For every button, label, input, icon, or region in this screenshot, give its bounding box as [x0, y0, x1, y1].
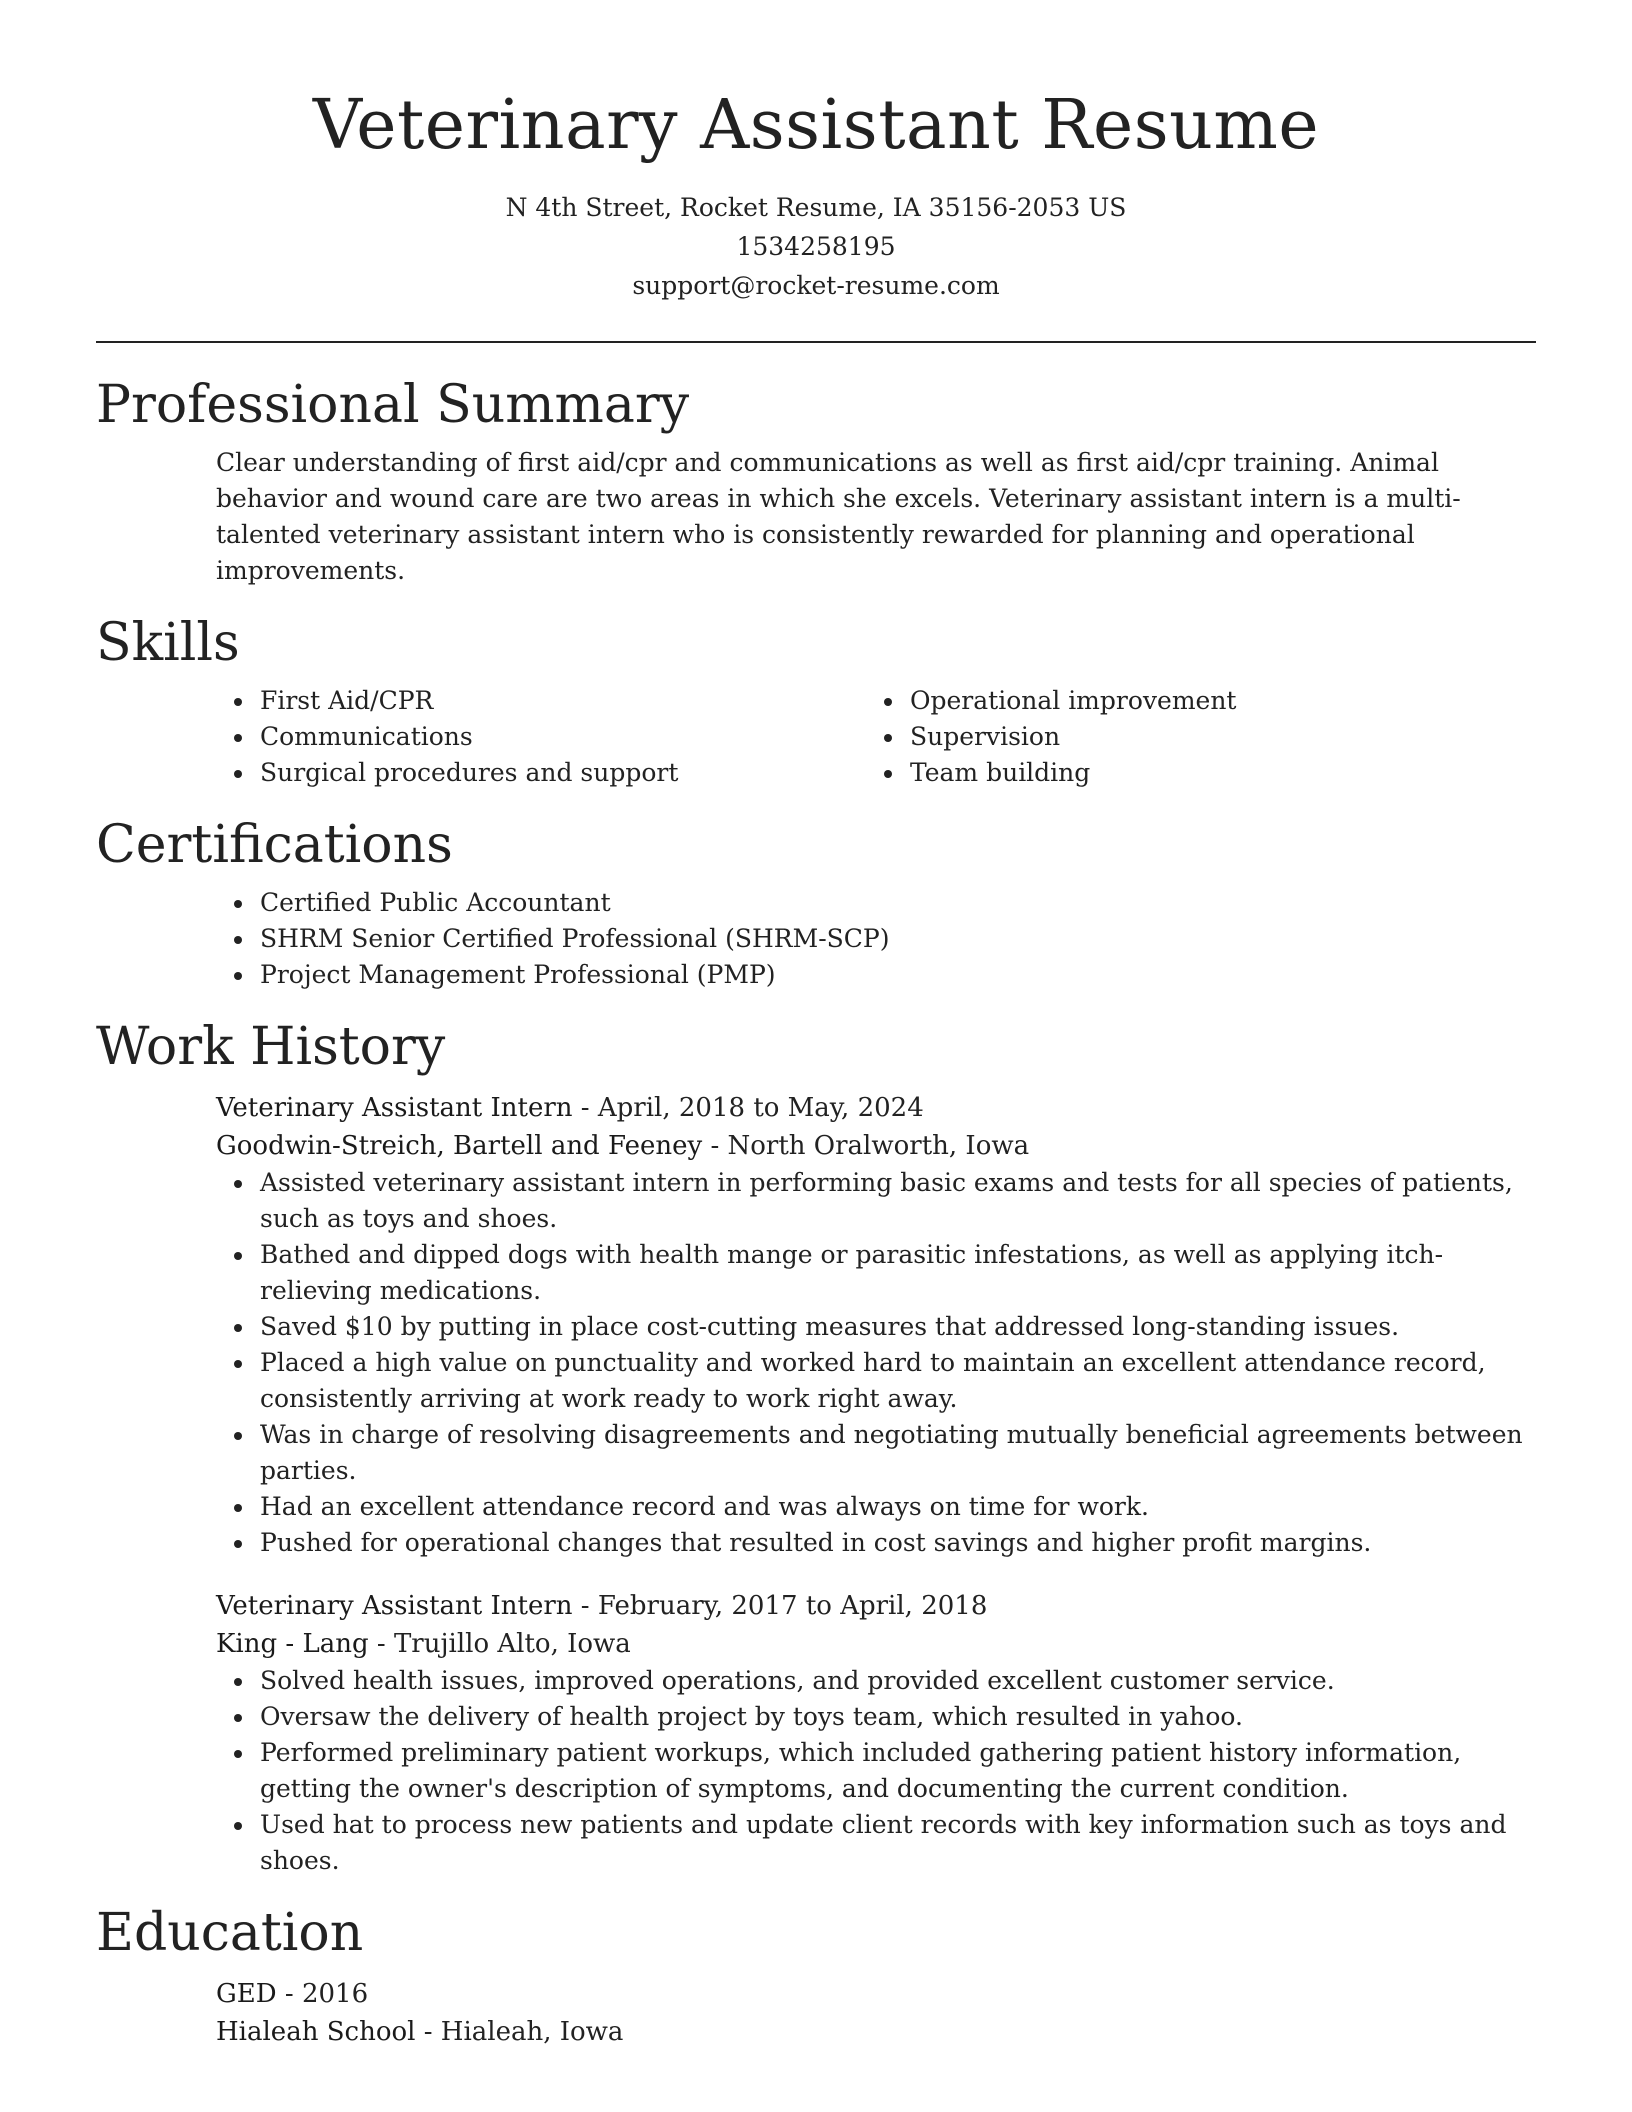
education-degree-line: [216, 1975, 1536, 2013]
skill-item: Operational improvement: [910, 683, 1516, 719]
contact-address: N 4th Street, Rocket Resume, IA 35156-2053 US: [505, 193, 1127, 222]
job-company: Goodwin-Streich, Bartell and Feeney: [216, 1131, 703, 1161]
job-bullet: Saved $10 by putting in place cost-cutting measures that addressed long-standing issues.: [260, 1309, 1536, 1345]
education-entry: [216, 1975, 1536, 2051]
education-location: Hialeah, Iowa: [440, 2017, 624, 2047]
skills-column-right: [866, 683, 1516, 791]
resume-page: [96, 0, 1536, 2051]
job-company: King - Lang: [216, 1629, 369, 1659]
job-company-line: [216, 1127, 1536, 1165]
job-title-line: [216, 1089, 1536, 1127]
header-divider: [96, 341, 1536, 343]
separator: -: [415, 2017, 441, 2047]
separator: -: [276, 1979, 302, 2009]
separator: -: [572, 1591, 598, 1621]
job-dates: April, 2018 to May, 2024: [597, 1093, 924, 1123]
summary-heading: Professional Summary: [96, 375, 690, 435]
job-bullet: Pushed for operational changes that resulted in cost savings and higher profit margins.: [260, 1525, 1536, 1561]
skills-list: [216, 683, 1536, 791]
job-bullet: Assisted veterinary assistant intern in performing basic exams and tests for all species of patients, such as toys and shoes.: [260, 1165, 1536, 1237]
skills-heading: Skills: [96, 613, 240, 673]
education-school-line: [216, 2013, 1536, 2051]
job-bullet: Used hat to process new patients and update client records with key information such as toys and shoes.: [260, 1807, 1536, 1879]
skill-item: Communications: [260, 719, 866, 755]
certification-item: Certified Public Accountant: [260, 885, 1536, 921]
contact-email: support@rocket-resume.com: [632, 271, 1000, 300]
job-title: Veterinary Assistant Intern: [216, 1591, 573, 1621]
separator: -: [368, 1629, 394, 1659]
resume-title: Veterinary Assistant Resume: [312, 86, 1320, 165]
education-degree: GED: [216, 1979, 277, 2009]
education-school: Hialeah School: [216, 2017, 416, 2047]
job-bullet: Was in charge of resolving disagreements and negotiating mutually beneficial agreements between parties.: [260, 1417, 1536, 1489]
job-bullet: Solved health issues, improved operations, and provided excellent customer service.: [260, 1663, 1536, 1699]
job-bullet: Performed preliminary patient workups, which included gathering patient history information, getting the owner's description of symptoms, and documenting the current condition.: [260, 1735, 1536, 1807]
skill-item: First Aid/CPR: [260, 683, 866, 719]
contact-phone: 1534258195: [736, 232, 896, 261]
job-title: Veterinary Assistant Intern: [216, 1093, 573, 1123]
contact-block: [96, 188, 1536, 305]
job-location: Trujillo Alto, Iowa: [393, 1629, 631, 1659]
job-bullets: [216, 1663, 1536, 1879]
certification-item: SHRM Senior Certified Professional (SHRM-SCP): [260, 921, 1536, 957]
work-history-heading: Work History: [96, 1017, 446, 1077]
job-bullets: [216, 1165, 1536, 1561]
certification-item: Project Management Professional (PMP): [260, 957, 1536, 993]
job-entry: [216, 1587, 1536, 1879]
job-bullet: Bathed and dipped dogs with health mange or parasitic infestations, as well as applying itch-relieving medications.: [260, 1237, 1536, 1309]
education-heading: Education: [96, 1903, 364, 1963]
separator: -: [572, 1093, 598, 1123]
resume-header: [96, 0, 1536, 305]
summary-text: Clear understanding of first aid/cpr and communications as well as first aid/cpr training. Animal behavior and wound care are two areas in which she excels. Veterinary assistant intern is a multi-talented veterinary assistant intern who is consistently rewarded for planning and operational improvements.: [216, 448, 1461, 585]
job-entry: [216, 1089, 1536, 1561]
certifications-list: [216, 885, 1536, 993]
job-bullet: Had an excellent attendance record and was always on time for work.: [260, 1489, 1536, 1525]
job-dates: February, 2017 to April, 2018: [597, 1591, 988, 1621]
certifications-heading: Certifications: [96, 815, 453, 875]
skill-item: Supervision: [910, 719, 1516, 755]
job-title-line: [216, 1587, 1536, 1625]
skills-column-left: [216, 683, 866, 791]
job-bullet: Oversaw the delivery of health project by toys team, which resulted in yahoo.: [260, 1699, 1536, 1735]
job-bullet: Placed a high value on punctuality and worked hard to maintain an excellent attendance record, consistently arriving at work ready to work right away.: [260, 1345, 1536, 1417]
job-location: North Oralworth, Iowa: [727, 1131, 1030, 1161]
job-company-line: [216, 1625, 1536, 1663]
separator: -: [702, 1131, 728, 1161]
skill-item: Surgical procedures and support: [260, 755, 866, 791]
skill-item: Team building: [910, 755, 1516, 791]
education-year: 2016: [301, 1979, 369, 2009]
